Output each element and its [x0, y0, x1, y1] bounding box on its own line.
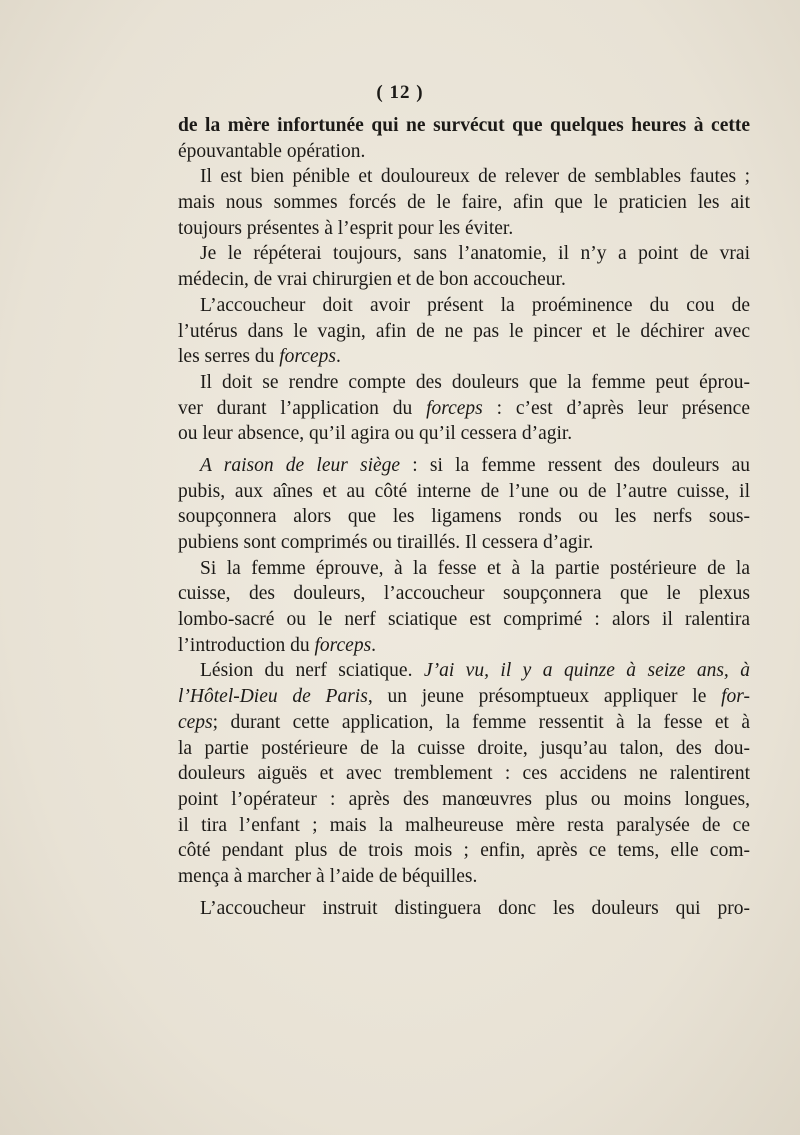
text-segment: point l’opérateur : après des manœuvres plus ou moins longues, — [178, 788, 750, 810]
text-line — [178, 581, 750, 607]
text-line — [178, 787, 750, 813]
text-line — [178, 633, 750, 659]
text-line — [178, 241, 750, 267]
text-segment: mença à marcher à l’aide de béquilles. — [178, 865, 478, 887]
text-line — [178, 556, 750, 582]
text-line — [178, 421, 750, 447]
text-line — [178, 396, 750, 422]
text-segment: . — [335, 346, 341, 368]
text-line — [178, 164, 750, 190]
text-segment: cuisse, des douleurs, l’accoucheur soupçonnera que le plexus — [178, 583, 750, 605]
text-line — [178, 139, 750, 165]
italic-text: forceps — [426, 397, 483, 419]
italic-text: for- — [721, 686, 751, 708]
text-line — [178, 479, 750, 505]
text-segment: Il doit se rendre compte des douleurs que la femme peut éprou- — [200, 371, 750, 393]
text-line — [178, 293, 750, 319]
text-segment: de la mère infortunée qui ne survécut que quelques heures à cette — [178, 115, 750, 136]
text-segment: l’introduction du — [178, 634, 315, 656]
text-segment: : c’est d’après leur présence — [482, 397, 750, 419]
text-segment: ver durant l’application du — [178, 397, 427, 419]
text-line — [178, 530, 750, 556]
text-segment: L’accoucheur doit avoir présent la proéminence du cou de — [200, 294, 750, 316]
text-line — [178, 658, 750, 684]
text-segment: L’accoucheur instruit distinguera donc les douleurs qui pro- — [200, 897, 750, 919]
italic-text: ceps — [178, 711, 213, 733]
text-segment: Je le répéterai toujours, sans l’anatomie, il n’y a point de vrai — [200, 243, 750, 265]
text-segment: douleurs aiguës et avec tremblement : ces accidens ne ralentirent — [178, 763, 750, 785]
text-segment: soupçonnera alors que les ligamens ronds ou les nerfs sous- — [178, 506, 750, 528]
text-segment: ; durant cette application, la femme ressentit à la fesse et à — [212, 711, 750, 733]
body-text — [178, 113, 750, 921]
text-segment: épouvantable opération. — [178, 140, 366, 162]
text-line — [178, 267, 750, 293]
page-number: ( 12 ) — [376, 82, 424, 103]
text-line — [178, 453, 750, 479]
text-line — [178, 736, 750, 762]
text-line — [178, 319, 750, 345]
text-line — [178, 370, 750, 396]
text-segment: l’utérus dans le vagin, afin de ne pas le pincer et le déchirer avec — [178, 320, 750, 342]
text-line — [178, 813, 750, 839]
text-segment: pubis, aux aînes et au côté interne de l’une ou de l’autre cuisse, il — [178, 480, 750, 502]
text-segment: médecin, de vrai chirurgien et de bon accoucheur. — [178, 269, 566, 291]
text-line — [178, 896, 750, 922]
text-line — [178, 344, 750, 370]
text-line — [178, 838, 750, 864]
text-line — [178, 684, 750, 710]
text-line — [178, 190, 750, 216]
text-line — [178, 710, 750, 736]
text-segment: côté pendant plus de trois mois ; enfin, après ce tems, elle com- — [178, 840, 750, 862]
text-line — [178, 113, 750, 139]
italic-text: forceps — [314, 634, 372, 656]
text-segment: . — [371, 634, 377, 656]
italic-text: l’Hôtel-Dieu de Paris — [178, 686, 368, 708]
italic-text: forceps — [279, 346, 336, 368]
text-segment: les serres du — [178, 346, 280, 368]
text-segment: la partie postérieure de la cuisse droite, jusqu’au talon, des dou- — [178, 737, 750, 759]
text-segment: ou leur absence, qu’il agira ou qu’il cessera d’agir. — [178, 423, 573, 445]
text-line — [178, 761, 750, 787]
text-segment: pubiens sont comprimés ou tiraillés. Il cessera d’agir. — [178, 532, 594, 553]
italic-text: J’ai vu, il y a quinze à seize ans, à — [423, 660, 750, 682]
text-line — [178, 216, 750, 242]
text-segment: toujours présentes à l’esprit pour les éviter. — [178, 217, 514, 239]
text-segment: Lésion du nerf sciatique. — [200, 660, 424, 682]
text-segment: Si la femme éprouve, à la fesse et à la partie postérieure de la — [200, 557, 750, 579]
text-line — [178, 864, 750, 890]
text-line — [178, 504, 750, 530]
text-segment: , un jeune présomptueux appliquer le — [367, 686, 722, 708]
text-segment: il tira l’enfant ; mais la malheureuse mère resta paralysée de ce — [178, 814, 750, 836]
text-segment: lombo-sacré ou le nerf sciatique est comprimé : alors il ralentira — [178, 609, 750, 631]
italic-text: A raison de leur siège — [200, 454, 401, 476]
text-segment: : si la femme ressent des douleurs au — [400, 454, 750, 476]
text-line — [178, 607, 750, 633]
text-segment: Il est bien pénible et douloureux de relever de semblables fautes ; — [200, 166, 750, 188]
text-segment: mais nous sommes forcés de le faire, afin que le praticien les ait — [178, 192, 750, 214]
